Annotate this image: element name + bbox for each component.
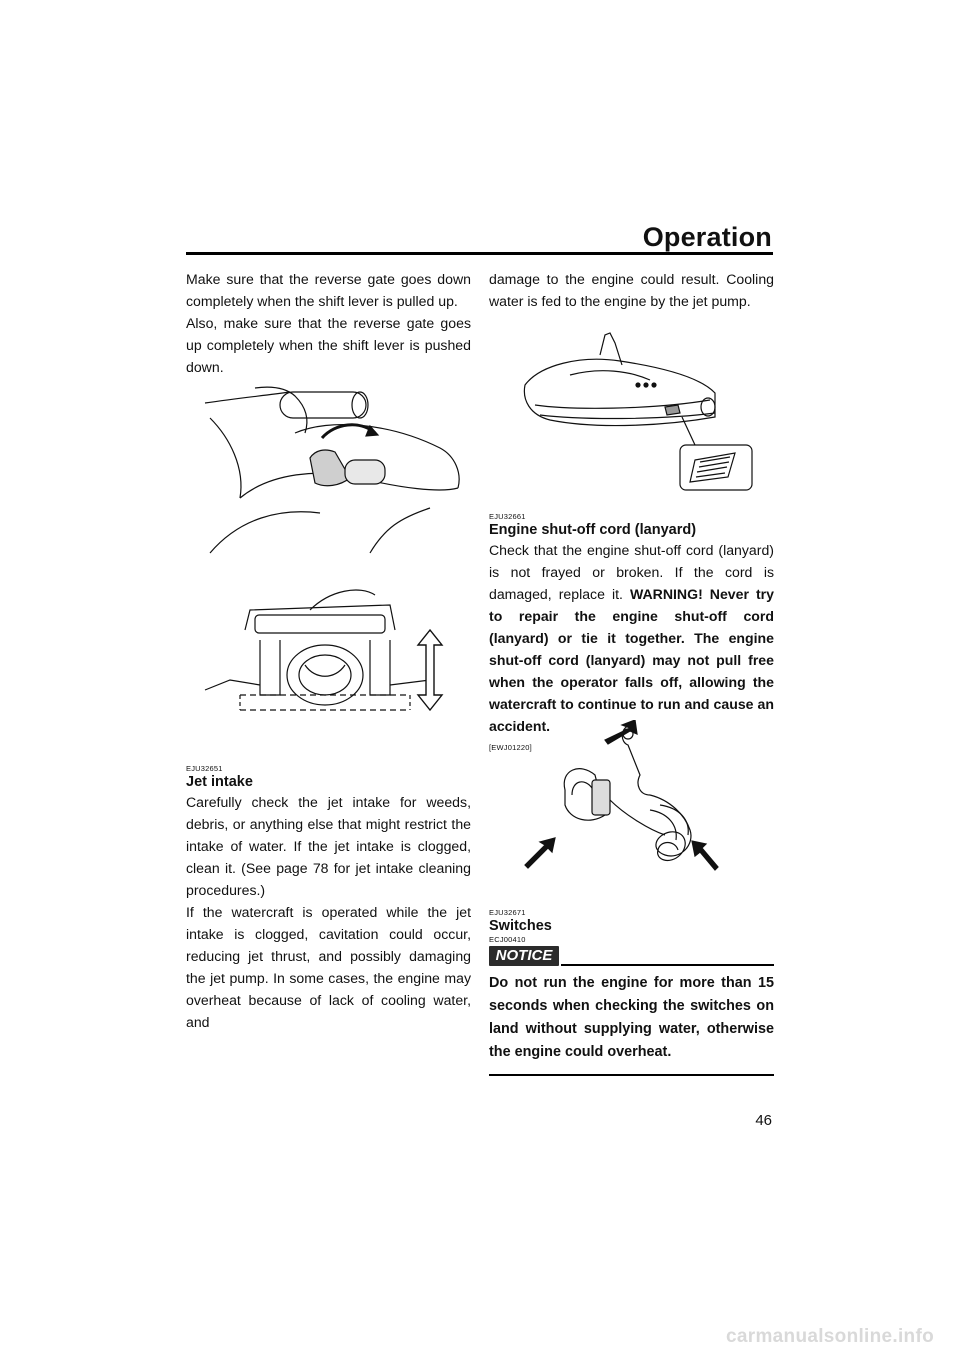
header-rule [186,252,773,255]
section-code: EJU32671 [489,908,526,917]
cooling-water-para: damage to the engine could result. Cooling water is fed to the engine by the jet pump. [489,271,774,309]
watercraft-jet-intake-illustration [510,325,770,495]
notice-code: ECJ00410 [489,935,526,944]
notice-rule [561,964,774,966]
section-code: EJU32661 [489,512,526,521]
right-column-top [489,268,774,312]
shutoff-cord-heading: Engine shut-off cord (lanyard) [489,522,697,538]
warning-code: [EWJ01220] [489,743,532,752]
reverse-gate-para-2: Also, make sure that the reverse gate goes up completely when the shift lever is pushed down. [186,315,471,375]
reverse-gate-illustration [200,585,470,720]
shutoff-cord-text: Check that the engine shut-off cord (lanyard) is not frayed or broken. If the cord is damaged, replace it. [489,542,774,602]
jet-intake-heading: Jet intake [186,774,253,790]
footer-url[interactable]: carmanualsonline.info [726,1326,934,1347]
section-code: EJU32651 [186,764,223,773]
switches-section [489,908,774,1076]
jet-intake-para-1: Carefully check the jet intake for weeds, debris, or anything else that might restrict the intake of water. If the jet intake is clogged, clean it. (See page 78 for jet intake cleaning procedures.) [186,794,471,898]
notice-header [489,946,774,968]
jet-intake-section [186,764,471,1033]
page-number: 46 [755,1112,772,1129]
left-column [186,268,471,378]
lanyard-illustration [510,720,760,890]
switches-heading: Switches [489,918,552,934]
shift-lever-illustration [200,378,470,556]
warning-text: WARNING! Never try to repair the engine shut-off cord (lanyard) or tie it together. The engine shut-off cord (lanyard) may not pull free when the operator falls off, allowing the watercraft to continue to run and cause an accident. [489,586,774,734]
page-title: Operation [642,222,772,252]
notice-end-rule [489,1074,774,1076]
notice-badge: NOTICE [489,946,559,966]
jet-intake-para-2: If the watercraft is operated while the jet intake is clogged, cavitation could occur, reducing jet thrust, and possibly damaging the jet pump. In some cases, the engine may overheat because of lack of cooling water, and [186,904,471,1030]
reverse-gate-para-1: Make sure that the reverse gate goes down completely when the shift lever is pulled up. [186,271,471,309]
shutoff-cord-section [489,512,774,752]
shutoff-cord-para [489,539,774,737]
notice-text: Do not run the engine for more than 15 seconds when checking the switches on land without supplying water, otherwise the engine could overheat. [489,975,774,1060]
